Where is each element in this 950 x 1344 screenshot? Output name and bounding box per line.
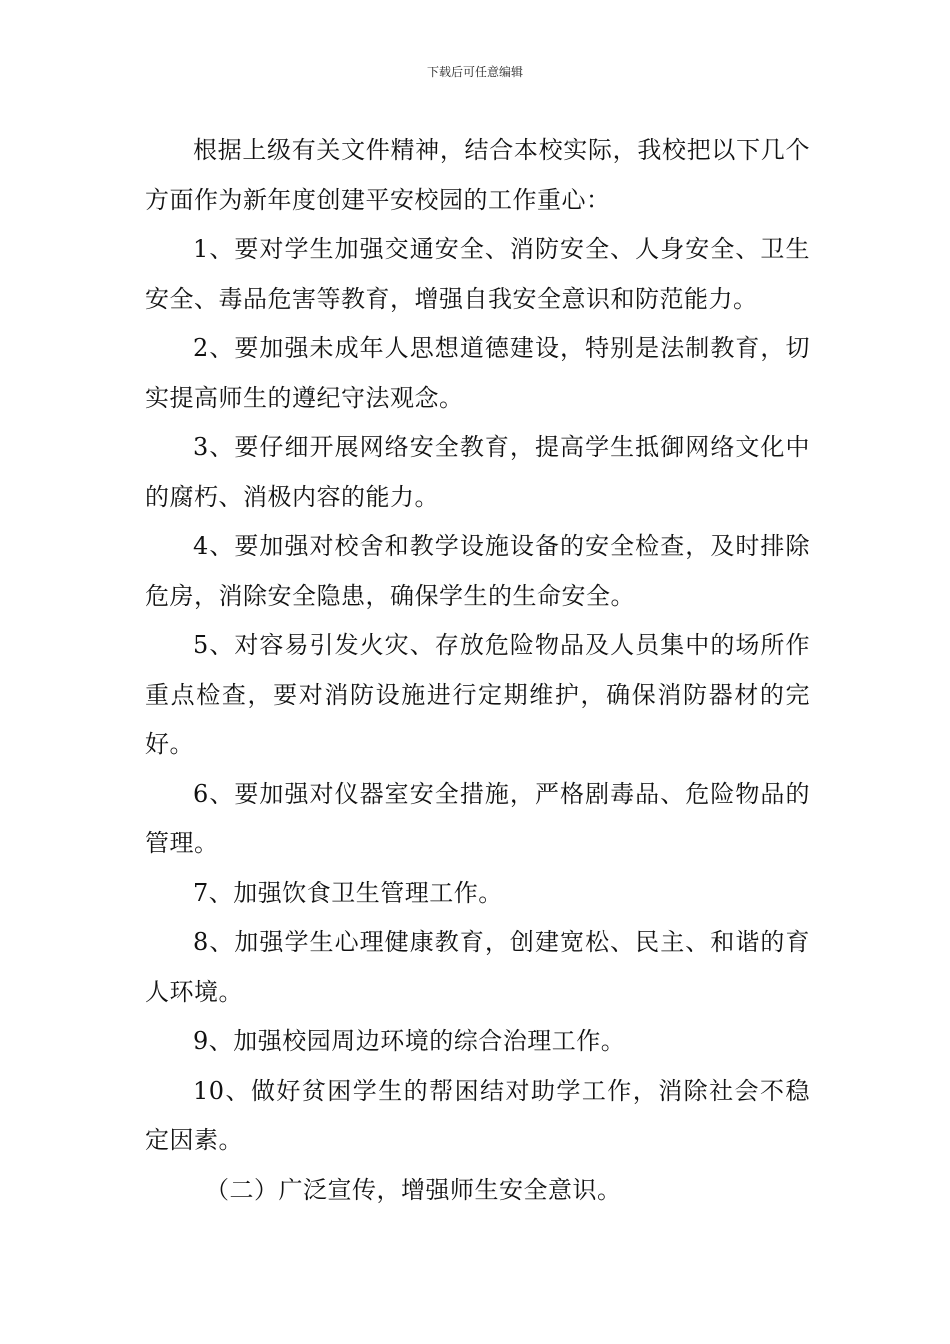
paragraph-item-4: 4、要加强对校舍和教学设施设备的安全检查，及时排除危房，消除安全隐患，确保学生的生命安全。 — [145, 532, 810, 610]
paragraph-item-2: 2、要加强未成年人思想道德建设，特别是法制教育，切实提高师生的遵纪守法观念。 — [145, 334, 810, 412]
paragraph-item-1: 1、要对学生加强交通安全、消防安全、人身安全、卫生安全、毒品危害等教育，增强自我安全意识和防范能力。 — [145, 235, 810, 313]
paragraph-item-8: 8、加强学生心理健康教育，创建宽松、民主、和谐的育人环境。 — [145, 928, 810, 1006]
download-note: 下载后可任意编辑 — [426, 65, 523, 79]
paragraph-intro: 根据上级有关文件精神，结合本校实际，我校把以下几个方面作为新年度创建平安校园的工作重心： — [145, 136, 810, 214]
paragraph-item-7: 7、加强饮食卫生管理工作。 — [193, 878, 503, 907]
section-heading-publicity: （二）广泛宣传，增强师生安全意识。 — [205, 1175, 622, 1204]
paragraph-item-10: 10、做好贫困学生的帮困结对助学工作，消除社会不稳定因素。 — [145, 1076, 810, 1154]
paragraph-item-6: 6、要加强对仪器室安全措施，严格剧毒品、危险物品的管理。 — [145, 779, 810, 857]
paragraph-item-3: 3、要仔细开展网络安全教育，提高学生抵御网络文化中的腐朽、消极内容的能力。 — [145, 433, 810, 511]
paragraph-item-9: 9、加强校园周边环境的综合治理工作。 — [193, 1027, 626, 1055]
paragraph-item-5: 5、对容易引发火灾、存放危险物品及人员集中的场所作重点检查，要对消防设施进行定期维护，确保消防器材的完好。 — [145, 631, 810, 758]
document-body — [145, 126, 810, 1215]
